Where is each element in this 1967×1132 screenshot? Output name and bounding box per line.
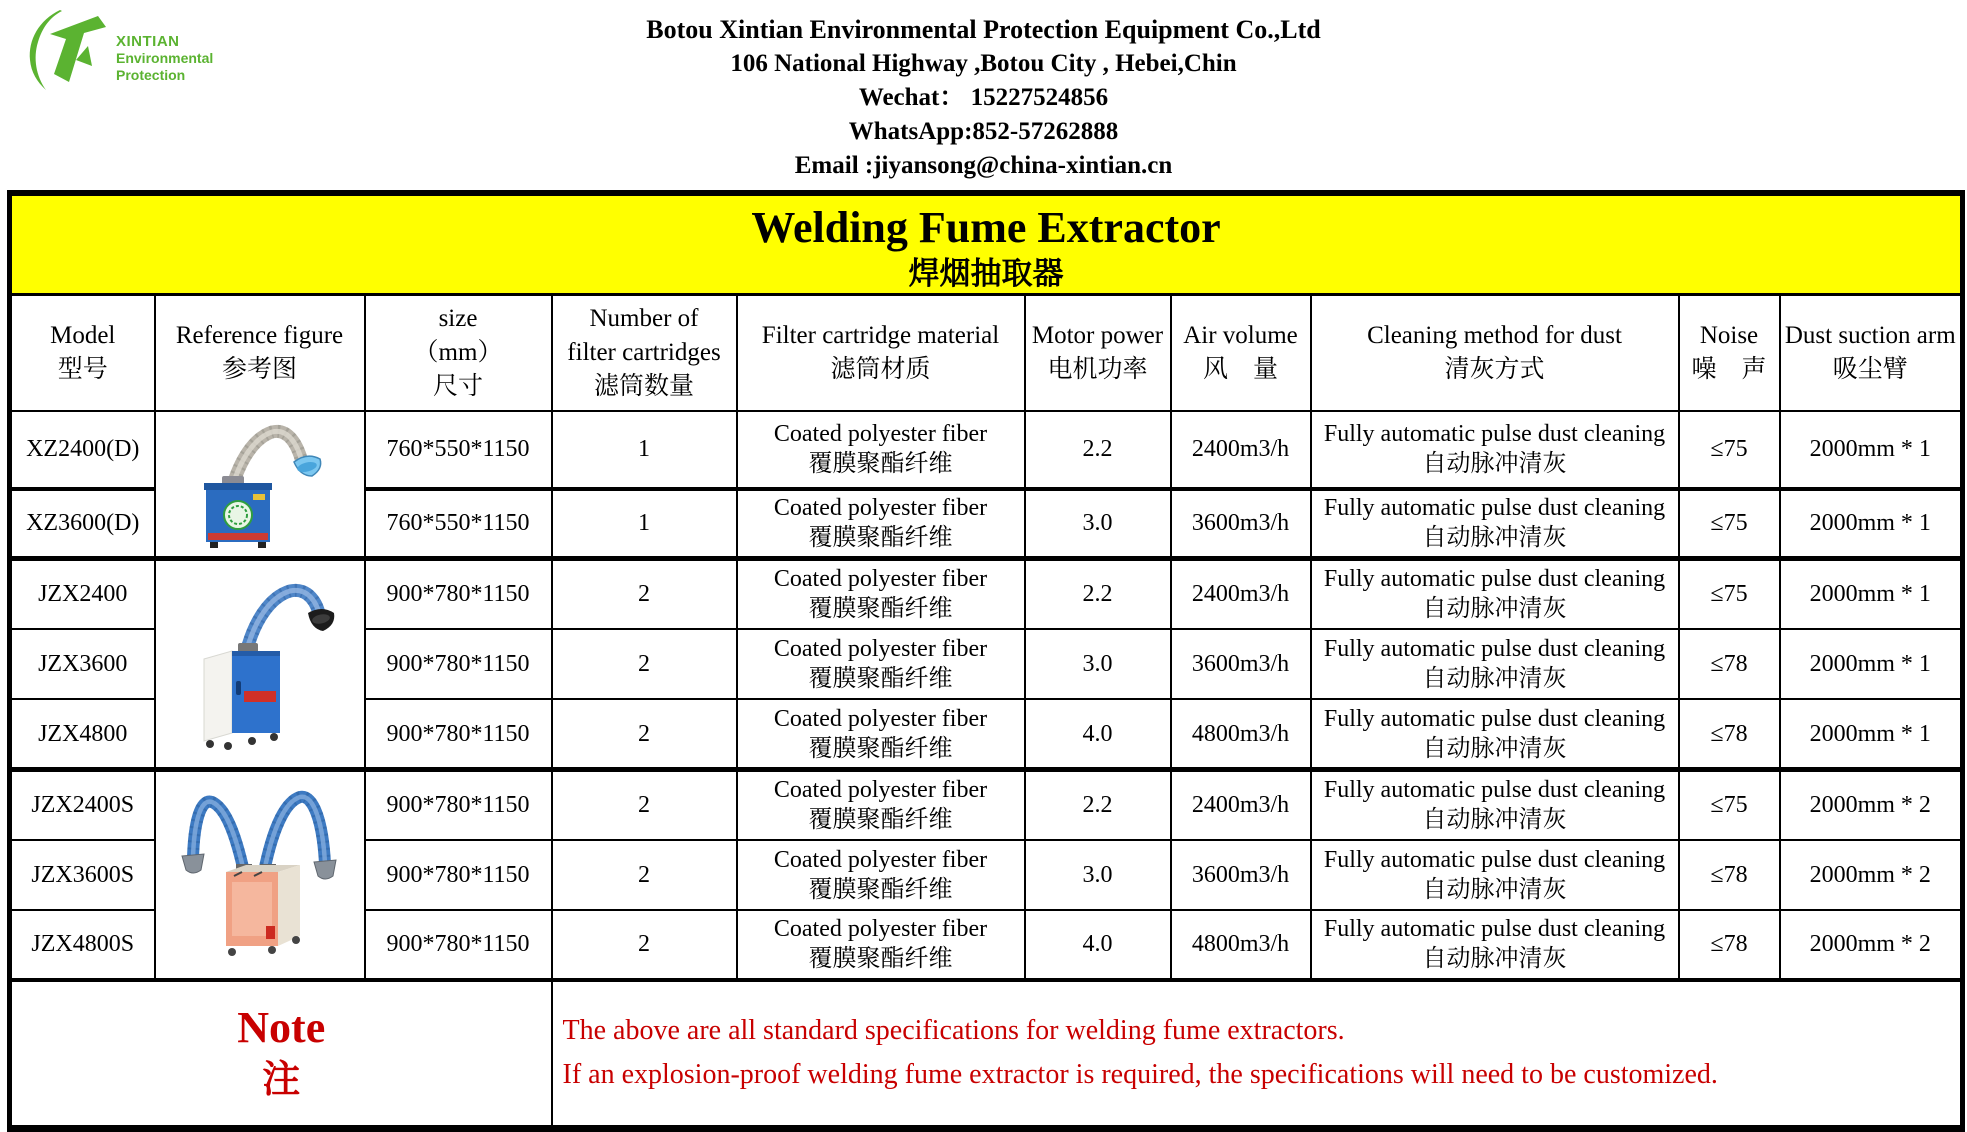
cell-power: 3.0	[1025, 489, 1171, 559]
table-row	[10, 411, 1963, 489]
table-header-row	[10, 295, 1963, 411]
table-title-row	[10, 193, 1963, 295]
zh-line: 自动脉冲清灰	[1422, 946, 1567, 973]
note-text-cell	[552, 980, 1963, 1128]
header-dust-suction-arm	[1780, 295, 1963, 411]
zh-line: 自动脉冲清灰	[1422, 665, 1567, 692]
cell-size: 900*780*1150	[365, 770, 552, 840]
cell-material	[737, 489, 1025, 559]
zh-line: 覆膜聚酯纤维	[808, 525, 953, 552]
en-line: Noise	[1699, 322, 1759, 349]
logo-line2: Protection	[116, 67, 186, 83]
cell-volume: 3600m3/h	[1171, 629, 1311, 699]
en-line2: filter cartridges	[567, 338, 721, 366]
note-label-en: Note	[237, 1003, 326, 1053]
single-arm-white-blue-extractor-image	[160, 561, 360, 767]
reference-figure-group1	[155, 411, 365, 559]
cell-power: 4.0	[1025, 699, 1171, 769]
cell-noise: ≤78	[1679, 699, 1780, 769]
zh-line: 覆膜聚酯纤维	[808, 735, 953, 762]
header-air-volume	[1171, 295, 1311, 411]
cell-model: JZX3600	[10, 629, 155, 699]
cell-power: 3.0	[1025, 840, 1171, 910]
cell-material	[737, 559, 1025, 629]
cell-model: JZX2400	[10, 559, 155, 629]
en-line: Fully automatic pulse dust cleaning	[1323, 705, 1666, 732]
zh-line: 自动脉冲清灰	[1422, 876, 1567, 903]
zh-line: 自动脉冲清灰	[1422, 596, 1567, 623]
en-line: Motor power	[1031, 322, 1164, 349]
header-reference-figure	[155, 295, 365, 411]
zh-line: 覆膜聚酯纤维	[808, 665, 953, 692]
header-material	[737, 295, 1025, 411]
zh-line: 噪 声	[1691, 355, 1767, 383]
note-line-2: If an explosion-proof welding fume extractor is required, the specifications will need to be customized.	[562, 1059, 1718, 1091]
en-line2: （mm）	[413, 338, 503, 366]
cell-power: 3.0	[1025, 629, 1171, 699]
cell-material	[737, 840, 1025, 910]
note-row	[10, 980, 1963, 1128]
cell-noise: ≤75	[1679, 489, 1780, 559]
cell-qty: 2	[552, 840, 737, 910]
cell-model: JZX3600S	[10, 840, 155, 910]
cell-model: JZX4800	[10, 699, 155, 769]
cell-volume: 4800m3/h	[1171, 910, 1311, 980]
header-size	[365, 295, 552, 411]
cell-material	[737, 699, 1025, 769]
cell-cleaning	[1311, 699, 1679, 769]
cell-volume: 2400m3/h	[1171, 559, 1311, 629]
logo-line1: Environmental	[116, 50, 214, 66]
cell-qty: 1	[552, 411, 737, 489]
zh-line: 覆膜聚酯纤维	[808, 596, 953, 623]
cell-volume: 4800m3/h	[1171, 699, 1311, 769]
cell-noise: ≤78	[1679, 910, 1780, 980]
zh-line: 覆膜聚酯纤维	[808, 807, 953, 834]
company-logo	[24, 6, 213, 94]
table-row	[10, 559, 1963, 629]
en-line: Fully automatic pulse dust cleaning	[1323, 566, 1666, 593]
cell-material	[737, 411, 1025, 489]
cell-model: XZ3600(D)	[10, 489, 155, 559]
zh-line: 电机功率	[1047, 355, 1148, 383]
cell-arm: 2000mm * 1	[1780, 699, 1963, 769]
zh-line: 自动脉冲清灰	[1422, 451, 1567, 477]
en-line: Coated polyester fiber	[773, 916, 988, 943]
logo-wordmark	[116, 6, 213, 84]
cell-noise: ≤75	[1679, 559, 1780, 629]
zh-line: 尺寸	[432, 372, 483, 400]
zh-line: 覆膜聚酯纤维	[808, 946, 953, 973]
cell-noise: ≤75	[1679, 411, 1780, 489]
en-line: Filter cartridge material	[761, 322, 1000, 349]
cell-power: 4.0	[1025, 910, 1171, 980]
en-line: Coated polyester fiber	[773, 421, 988, 447]
company-email: Email :jiyansong@china-xintian.cn	[794, 152, 1173, 179]
cell-material	[737, 629, 1025, 699]
en-line: Fully automatic pulse dust cleaning	[1323, 916, 1666, 943]
cell-cleaning	[1311, 840, 1679, 910]
header-motor-power	[1025, 295, 1171, 411]
cell-volume: 3600m3/h	[1171, 489, 1311, 559]
zh-line: 滤筒材质	[830, 355, 931, 383]
single-arm-blue-extractor-image	[160, 412, 360, 555]
en-line: Fully automatic pulse dust cleaning	[1323, 635, 1666, 662]
cell-arm: 2000mm * 2	[1780, 910, 1963, 980]
cell-power: 2.2	[1025, 411, 1171, 489]
zh-line: 覆膜聚酯纤维	[808, 451, 953, 477]
en-line: Model	[50, 322, 116, 349]
zh-line: 滤筒数量	[593, 372, 694, 400]
company-whatsapp: WhatsApp:852-57262888	[848, 118, 1119, 145]
zh-line: 覆膜聚酯纤维	[808, 876, 953, 903]
spec-table	[7, 190, 1965, 1132]
cell-cleaning	[1311, 411, 1679, 489]
cell-qty: 1	[552, 489, 737, 559]
zh-line: 风 量	[1202, 355, 1278, 383]
en-line: Air volume	[1183, 322, 1298, 349]
company-name: Botou Xintian Environmental Protection Equipment Co.,Ltd	[646, 15, 1321, 44]
en-line: Coated polyester fiber	[773, 635, 988, 662]
zh-line: 自动脉冲清灰	[1422, 525, 1567, 552]
cell-power: 2.2	[1025, 770, 1171, 840]
company-address: 106 National Highway ,Botou City , Hebei,Chin	[730, 50, 1237, 77]
logo-brand: XINTIAN	[116, 33, 180, 50]
cell-size: 900*780*1150	[365, 840, 552, 910]
xintian-logo-icon	[24, 6, 110, 94]
en-line: Cleaning method for dust	[1367, 322, 1622, 349]
en-line: Reference figure	[175, 322, 344, 349]
cell-arm: 2000mm * 2	[1780, 840, 1963, 910]
cell-arm: 2000mm * 1	[1780, 489, 1963, 559]
zh-line: 参考图	[221, 355, 297, 383]
cell-arm: 2000mm * 2	[1780, 770, 1963, 840]
header-noise	[1679, 295, 1780, 411]
cell-size: 760*550*1150	[365, 489, 552, 559]
cell-size: 900*780*1150	[365, 629, 552, 699]
cell-volume: 2400m3/h	[1171, 770, 1311, 840]
cell-arm: 2000mm * 1	[1780, 411, 1963, 489]
en-line: Fully automatic pulse dust cleaning	[1323, 421, 1666, 447]
cell-qty: 2	[552, 699, 737, 769]
header-model	[10, 295, 155, 411]
cell-qty: 2	[552, 770, 737, 840]
cell-volume: 2400m3/h	[1171, 411, 1311, 489]
en-line: Coated polyester fiber	[773, 566, 988, 593]
en-line: Coated polyester fiber	[773, 495, 988, 522]
header-cartridges	[552, 295, 737, 411]
cell-arm: 2000mm * 1	[1780, 629, 1963, 699]
company-wechat: Wechat： 15227524856	[858, 84, 1109, 111]
en-line: Coated polyester fiber	[773, 777, 988, 804]
cell-volume: 3600m3/h	[1171, 840, 1311, 910]
en-line: Dust suction arm	[1784, 322, 1956, 349]
en-line: Coated polyester fiber	[773, 846, 988, 873]
cell-size: 900*780*1150	[365, 559, 552, 629]
dual-arm-orange-extractor-image	[160, 772, 360, 978]
en-line: size	[438, 305, 478, 333]
cell-noise: ≤78	[1679, 840, 1780, 910]
table-title-cell	[10, 193, 1963, 295]
cell-cleaning	[1311, 910, 1679, 980]
en-line: Fully automatic pulse dust cleaning	[1323, 495, 1666, 522]
cell-qty: 2	[552, 910, 737, 980]
cell-model: JZX4800S	[10, 910, 155, 980]
zh-line: 清灰方式	[1444, 355, 1545, 383]
table-row	[10, 770, 1963, 840]
zh-line: 自动脉冲清灰	[1422, 735, 1567, 762]
page-title-zh: 焊烟抽取器	[908, 256, 1064, 291]
cell-cleaning	[1311, 629, 1679, 699]
cell-model: JZX2400S	[10, 770, 155, 840]
note-label-cell	[10, 980, 552, 1128]
note-line-1: The above are all standard specifications for welding fume extractors.	[562, 1015, 1345, 1047]
en-line: Fully automatic pulse dust cleaning	[1323, 846, 1666, 873]
cell-power: 2.2	[1025, 559, 1171, 629]
cell-arm: 2000mm * 1	[1780, 559, 1963, 629]
en-line: Fully automatic pulse dust cleaning	[1323, 777, 1666, 804]
cell-noise: ≤75	[1679, 770, 1780, 840]
cell-noise: ≤78	[1679, 629, 1780, 699]
reference-figure-group3	[155, 770, 365, 981]
reference-figure-group2	[155, 559, 365, 770]
header-cleaning-method	[1311, 295, 1679, 411]
cell-material	[737, 770, 1025, 840]
page-header	[0, 0, 1967, 190]
note-label-zh: 注	[262, 1059, 301, 1102]
zh-line: 型号	[57, 355, 108, 383]
cell-size: 900*780*1150	[365, 910, 552, 980]
company-info	[0, 0, 1967, 183]
cell-cleaning	[1311, 770, 1679, 840]
cell-size: 760*550*1150	[365, 411, 552, 489]
cell-cleaning	[1311, 489, 1679, 559]
en-line: Number of	[589, 305, 699, 333]
en-line: Coated polyester fiber	[773, 705, 988, 732]
zh-line: 吸尘臂	[1832, 355, 1908, 383]
cell-qty: 2	[552, 629, 737, 699]
cell-size: 900*780*1150	[365, 699, 552, 769]
page-title: Welding Fume Extractor	[751, 203, 1221, 252]
zh-line: 自动脉冲清灰	[1422, 807, 1567, 834]
cell-model: XZ2400(D)	[10, 411, 155, 489]
cell-qty: 2	[552, 559, 737, 629]
cell-cleaning	[1311, 559, 1679, 629]
cell-material	[737, 910, 1025, 980]
